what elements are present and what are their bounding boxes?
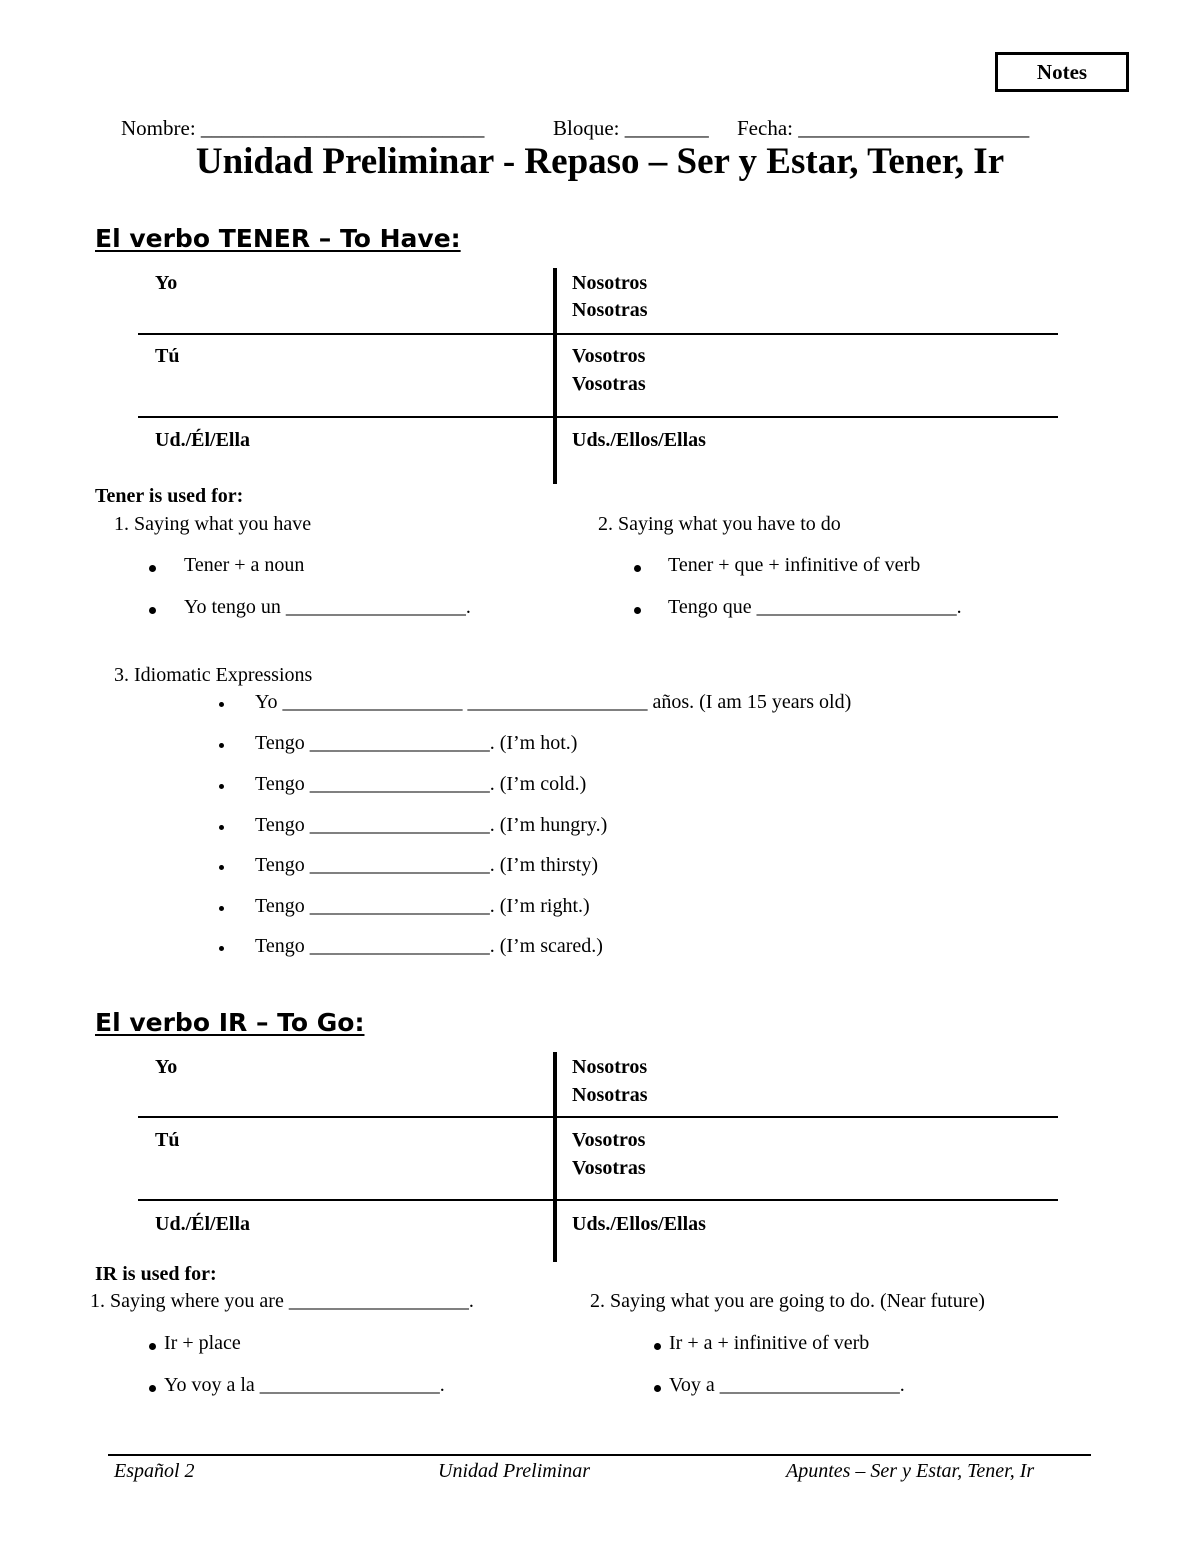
cell-tu: Tú <box>155 1129 180 1151</box>
footer-left: Español 2 <box>114 1460 195 1482</box>
tener-use2-label: 2. Saying what you have to do <box>598 513 841 535</box>
ir-use2-b1: Ir + a + infinitive of verb <box>669 1332 870 1354</box>
cell-yo: Yo <box>155 1056 178 1078</box>
ir-use2-b2: Voy a __________________. <box>669 1374 905 1396</box>
table-divider <box>553 1052 557 1262</box>
cell-vosotras: Vosotras <box>572 373 646 395</box>
bullet-icon <box>149 607 156 614</box>
tener-heading: El verbo TENER – To Have: <box>95 224 461 253</box>
notes-label: Notes <box>1036 59 1088 84</box>
ir-use1-b2: Yo voy a la __________________. <box>164 1374 445 1396</box>
ir-heading: El verbo IR – To Go: <box>95 1008 365 1037</box>
list-item: Tengo __________________. (I’m right.) <box>255 895 590 917</box>
bullet-icon <box>634 607 641 614</box>
cell-tu: Tú <box>155 345 180 367</box>
cell-vosotros: Vosotros <box>572 345 646 367</box>
table-divider <box>553 268 557 484</box>
bullet-icon <box>219 946 224 951</box>
bullet-icon <box>219 702 224 707</box>
bullet-icon <box>219 906 224 911</box>
bullet-icon <box>654 1385 661 1392</box>
cell-uds: Uds./Ellos/Ellas <box>572 429 706 451</box>
notes-box <box>995 52 1129 92</box>
bullet-icon <box>219 865 224 870</box>
footer-right: Apuntes – Ser y Estar, Tener, Ir <box>786 1460 1035 1482</box>
ir-use1-label: 1. Saying where you are __________________. <box>90 1290 474 1312</box>
bullet-icon <box>219 825 224 830</box>
table-rule <box>138 333 1058 335</box>
cell-ud: Ud./Él/Ella <box>155 1213 251 1235</box>
footer-rule <box>108 1454 1091 1456</box>
nombre-field: Nombre: ___________________________ <box>121 116 485 140</box>
bullet-icon <box>654 1343 661 1350</box>
footer-center: Unidad Preliminar <box>438 1460 591 1482</box>
list-item: Yo __________________ __________________ años. (I am 15 years old) <box>255 691 852 713</box>
page-title: Unidad Preliminar - Repaso – Ser y Estar, Tener, Ir <box>195 141 1005 182</box>
tener-used-for: Tener is used for: <box>95 485 244 507</box>
bullet-icon <box>219 784 224 789</box>
tener-use1-label: 1. Saying what you have <box>114 513 312 535</box>
cell-vosotras: Vosotras <box>572 1157 646 1179</box>
bullet-icon <box>219 743 224 748</box>
bullet-icon <box>149 1343 156 1350</box>
tener-use1-b2: Yo tengo un __________________. <box>184 596 471 618</box>
fecha-field: Fecha: ______________________ <box>737 116 1030 140</box>
tener-use3-label: 3. Idiomatic Expressions <box>114 664 313 686</box>
cell-yo: Yo <box>155 272 178 294</box>
cell-nosotros: Nosotros <box>572 272 648 294</box>
table-rule <box>138 416 1058 418</box>
list-item: Tengo __________________. (I’m thirsty) <box>255 854 599 876</box>
cell-uds: Uds./Ellos/Ellas <box>572 1213 706 1235</box>
cell-nosotras: Nosotras <box>572 1084 648 1106</box>
cell-ud: Ud./Él/Ella <box>155 429 251 451</box>
list-item: Tengo __________________. (I’m cold.) <box>255 773 587 795</box>
bullet-icon <box>149 1385 156 1392</box>
bullet-icon <box>634 565 641 572</box>
list-item: Tengo __________________. (I’m scared.) <box>255 935 603 957</box>
tener-use2-b1: Tener + que + infinitive of verb <box>668 554 921 576</box>
bullet-icon <box>149 565 156 572</box>
tener-use2-b2: Tengo que ____________________. <box>668 596 962 618</box>
bloque-field: Bloque: ________ <box>553 116 709 140</box>
cell-nosotras: Nosotras <box>572 299 648 321</box>
ir-use1-b1: Ir + place <box>164 1332 241 1354</box>
ir-used-for: IR is used for: <box>95 1263 217 1285</box>
cell-vosotros: Vosotros <box>572 1129 646 1151</box>
table-rule <box>138 1116 1058 1118</box>
cell-nosotros: Nosotros <box>572 1056 648 1078</box>
table-rule <box>138 1199 1058 1201</box>
list-item: Tengo __________________. (I’m hot.) <box>255 732 578 754</box>
ir-use2-label: 2. Saying what you are going to do. (Near future) <box>590 1290 985 1312</box>
tener-use1-b1: Tener + a noun <box>184 554 305 576</box>
list-item: Tengo __________________. (I’m hungry.) <box>255 814 608 836</box>
